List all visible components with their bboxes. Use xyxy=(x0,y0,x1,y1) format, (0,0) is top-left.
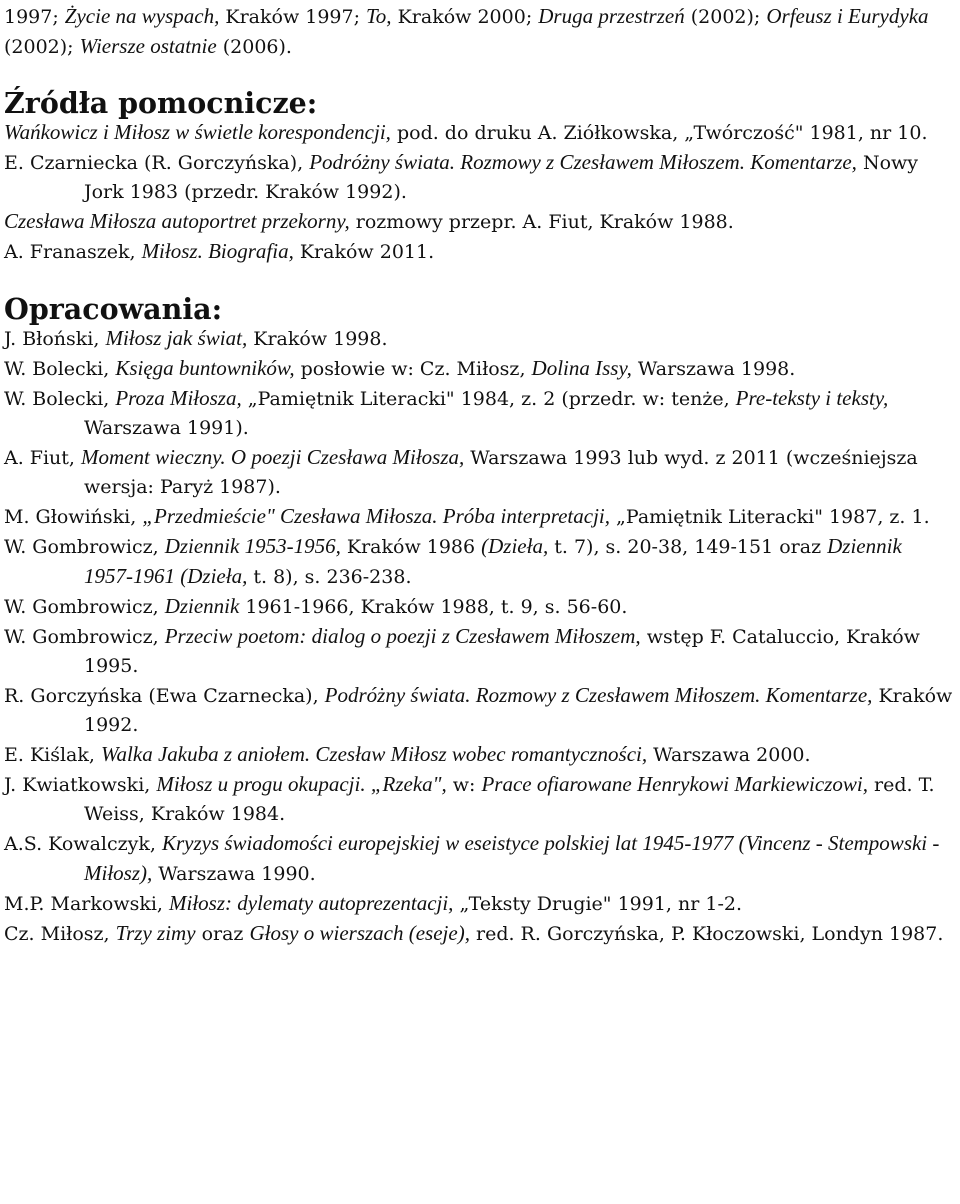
italic-title-text: Miłosz: dylematy autoprezentacji, xyxy=(169,891,454,915)
bibliography-entry xyxy=(4,740,956,770)
bibliography-entry xyxy=(4,324,956,354)
citation-text: rozmowy przepr. A. Fiut, Kraków 1988. xyxy=(349,211,734,233)
citation-text: W. Gombrowicz, xyxy=(4,536,165,558)
italic-title-text: Wiersze ostatnie xyxy=(79,34,217,58)
italic-title-text: To, xyxy=(366,4,392,28)
bibliography-entry xyxy=(4,207,956,237)
citation-text: t. 8), s. 236-238. xyxy=(247,566,412,588)
citation-text: wstęp F. Cataluccio, Kraków 1995. xyxy=(84,626,920,677)
italic-title-text: Dziennik xyxy=(164,594,240,618)
italic-title-text: Moment wieczny. O poezji Czesława Miłosza, xyxy=(81,445,465,469)
studies-heading: Opracowania: xyxy=(4,292,223,326)
citation-text: Warszawa 1990. xyxy=(152,863,316,885)
citation-text: (2002); xyxy=(684,6,767,28)
citation-text: (2006). xyxy=(216,36,292,58)
sources-list xyxy=(4,118,956,267)
citation-text: Warszawa 1991). xyxy=(84,417,249,439)
citation-text: Kraków 1992. xyxy=(84,685,953,736)
citation-text: red. T. Weiss, Kraków 1984. xyxy=(84,774,935,825)
italic-title-text: Wańkowicz i Miłosz w świetle korespondencji, xyxy=(4,120,391,144)
citation-text: J. Kwiatkowski, xyxy=(4,774,157,796)
bibliography-entry xyxy=(4,237,956,267)
citation-text: E. Kiślak, xyxy=(4,744,101,766)
citation-text: Cz. Miłosz, xyxy=(4,923,116,945)
bibliography-entry xyxy=(4,622,956,681)
bibliography-entry xyxy=(4,889,956,919)
bibliography-entry xyxy=(4,443,956,502)
italic-title-text: Miłosz jak świat, xyxy=(105,326,248,350)
bibliography-entry xyxy=(4,502,956,532)
bibliography-entry xyxy=(4,148,956,207)
sources-heading: Źródła pomocnicze: xyxy=(4,86,318,120)
italic-title-text: (Dzieła, xyxy=(481,534,549,558)
citation-text: J. Błoński, xyxy=(4,328,106,350)
studies-list xyxy=(4,324,956,949)
italic-title-text: Walka Jakuba z aniołem. Czesław Miłosz wobec romantyczności, xyxy=(100,742,648,766)
citation-text: W. Gombrowicz, xyxy=(4,626,165,648)
bibliography-entry xyxy=(4,919,956,949)
italic-title-text: Miłosz. Biografia, xyxy=(141,239,294,263)
citation-text: „Pamiętnik Literacki" 1987, z. 1. xyxy=(610,506,930,528)
citation-text: pod. do druku A. Ziółkowska, „Twórczość" 1981, nr 10. xyxy=(390,122,928,144)
citation-text: A.S. Kowalczyk, xyxy=(4,833,162,855)
italic-title-text: Proza Miłosza, xyxy=(115,386,242,410)
citation-text: 1961-1966, Kraków 1988, t. 9, s. 56-60. xyxy=(239,596,628,618)
citation-text: Warszawa 1998. xyxy=(631,358,796,380)
citation-text: W. Bolecki, xyxy=(4,388,116,410)
citation-text: Kraków 1997; xyxy=(219,6,367,28)
bibliography-entry xyxy=(4,770,956,829)
italic-title-text: Prace ofiarowane Henrykowi Markiewiczowi, xyxy=(481,772,868,796)
bibliography-entry xyxy=(4,829,956,889)
citation-text: E. Czarniecka (R. Gorczyńska), xyxy=(4,152,310,174)
document-page xyxy=(4,2,956,949)
citation-text: Kraków 1986 xyxy=(340,536,482,558)
citation-text: A. Fiut, xyxy=(4,447,82,469)
citation-text: Kraków 1998. xyxy=(247,328,388,350)
italic-title-text: Miłosz u progu okupacji. „Rzeka", xyxy=(156,772,447,796)
italic-title-text: Księga buntowników, xyxy=(115,356,295,380)
italic-title-text: Czesława Miłosza autoportret przekorny, xyxy=(4,209,350,233)
bibliography-entry xyxy=(4,592,956,622)
citation-text: w: xyxy=(446,774,482,796)
italic-title-text: Kryzys świadomości europejskiej w eseistyce polskiej lat 1945-1977 (Vincenz - Stempowski - Miłosz), xyxy=(84,831,940,885)
citation-text: red. R. Gorczyńska, P. Kłoczowski, Londyn 1987. xyxy=(469,923,944,945)
citation-text: oraz xyxy=(195,923,250,945)
italic-title-text: Podróżny świata. Rozmowy z Czesławem Miłoszem. Komentarze, xyxy=(324,683,873,707)
bibliography-entry xyxy=(4,681,956,740)
bibliography-entry xyxy=(4,384,956,443)
citation-text: R. Gorczyńska (Ewa Czarnecka), xyxy=(4,685,325,707)
citation-text: 1997; xyxy=(4,6,65,28)
italic-title-text: Dolina Issy, xyxy=(531,356,632,380)
italic-title-text: Życie na wyspach, xyxy=(64,4,220,28)
citation-text: M.P. Markowski, xyxy=(4,893,170,915)
italic-title-text: Przeciw poetom: dialog o poezji z Czesławem Miłoszem, xyxy=(164,624,641,648)
citation-text: W. Bolecki, xyxy=(4,358,116,380)
intro-paragraph xyxy=(4,2,956,62)
italic-title-text: Głosy o wierszach (eseje), xyxy=(249,921,470,945)
citation-text: Kraków 2000; xyxy=(391,6,539,28)
italic-title-text: Druga przestrzeń xyxy=(538,4,685,28)
citation-text: A. Franaszek, xyxy=(4,241,142,263)
italic-title-text: Dziennik 1953-1956, xyxy=(164,534,341,558)
citation-text: Nowy Jork 1983 (przedr. Kraków 1992). xyxy=(84,152,919,203)
citation-text: „Pamiętnik Literacki" 1984, z. 2 (przedr. w: tenże, xyxy=(241,388,736,410)
citation-text: (2002); xyxy=(4,36,80,58)
italic-title-text: Trzy zimy xyxy=(115,921,196,945)
italic-title-text: Pre-teksty i teksty, xyxy=(735,386,889,410)
citation-text: Warszawa 1993 lub wyd. z 2011 (wcześniejsza wersja: Paryż 1987). xyxy=(84,447,918,498)
bibliography-entry xyxy=(4,354,956,384)
citation-text: posłowie w: Cz. Miłosz, xyxy=(294,358,532,380)
italic-title-text: „Przedmieście" Czesława Miłosza. Próba interpretacji, xyxy=(142,504,610,528)
italic-title-text: Dziennik 1957-1961 (Dzieła, xyxy=(84,534,902,588)
citation-text: Kraków 2011. xyxy=(293,241,435,263)
citation-text: Warszawa 2000. xyxy=(647,744,811,766)
bibliography-entry xyxy=(4,118,956,148)
citation-text: t. 7), s. 20-38, 149-151 oraz xyxy=(548,536,828,558)
bibliography-entry xyxy=(4,532,956,592)
citation-text: W. Gombrowicz, xyxy=(4,596,165,618)
citation-text: „Teksty Drugie" 1991, nr 1-2. xyxy=(453,893,742,915)
italic-title-text: Podróżny świata. Rozmowy z Czesławem Miłoszem. Komentarze, xyxy=(309,150,857,174)
citation-text: M. Głowiński, xyxy=(4,506,143,528)
italic-title-text: Orfeusz i Eurydyka xyxy=(766,4,929,28)
